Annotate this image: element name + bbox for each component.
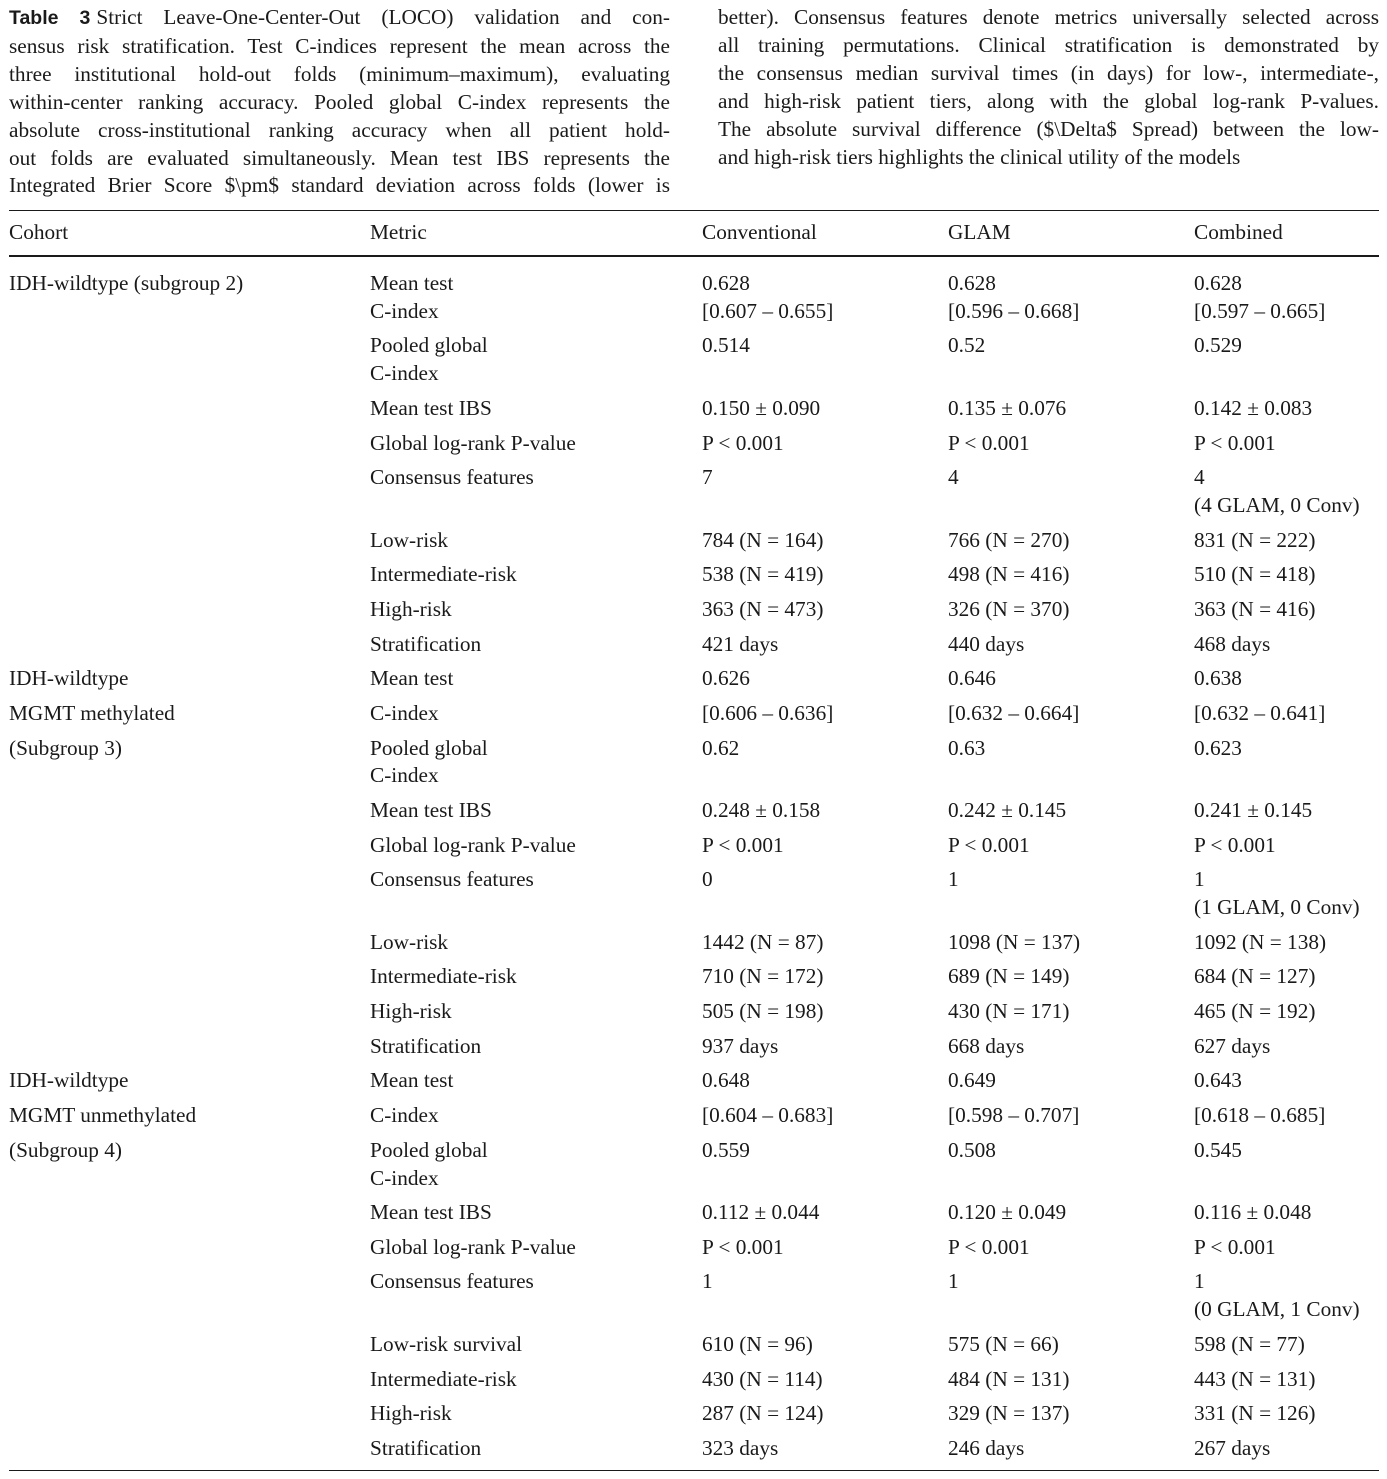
glam-cell: 766 (N = 270) — [948, 528, 1070, 552]
header-glam: GLAM — [948, 220, 1011, 244]
metric-cell: C-index — [370, 1103, 439, 1127]
combined-cell: 0.638 — [1194, 666, 1242, 690]
cohort-cell: MGMT unmethylated — [9, 1103, 197, 1127]
combined-cell: 1092 (N = 138) — [1194, 930, 1327, 954]
cohort-cell: (Subgroup 3) — [9, 736, 122, 760]
conventional-cell: P < 0.001 — [702, 1235, 784, 1259]
combined-cell: 684 (N = 127) — [1194, 964, 1316, 988]
combined-cell: 468 days — [1194, 632, 1271, 656]
conventional-cell: 0.150 ± 0.090 — [702, 396, 821, 420]
conventional-cell: 784 (N = 164) — [702, 528, 824, 552]
glam-cell: P < 0.001 — [948, 1235, 1030, 1259]
conventional-cell: P < 0.001 — [702, 833, 784, 857]
glam-cell: 668 days — [948, 1034, 1025, 1058]
glam-cell: 4 — [948, 465, 959, 489]
glam-cell: [0.598 – 0.707] — [948, 1103, 1080, 1127]
combined-cell: 0.545 — [1194, 1138, 1242, 1162]
glam-cell: 0.120 ± 0.049 — [948, 1200, 1067, 1224]
combined-cell: 0.116 ± 0.048 — [1194, 1200, 1312, 1224]
glam-cell: 430 (N = 171) — [948, 999, 1070, 1023]
glam-cell: 0.649 — [948, 1068, 996, 1092]
conventional-cell: 287 (N = 124) — [702, 1401, 824, 1425]
combined-cell: 510 (N = 418) — [1194, 562, 1316, 586]
combined-cell: 443 (N = 131) — [1194, 1367, 1316, 1391]
metric-cell: Stratification — [370, 1034, 482, 1058]
glam-cell: 246 days — [948, 1436, 1025, 1460]
metric-cell: Consensus features — [370, 1269, 534, 1293]
glam-cell: 0.646 — [948, 666, 996, 690]
metric-cell: Intermediate-risk — [370, 964, 517, 988]
combined-cell: 831 (N = 222) — [1194, 528, 1316, 552]
glam-cell: 0.135 ± 0.076 — [948, 396, 1067, 420]
combined-cell: [0.597 – 0.665] — [1194, 299, 1326, 323]
table-top-rule — [9, 210, 1379, 211]
metric-cell: Intermediate-risk — [370, 1367, 517, 1391]
conventional-cell: 421 days — [702, 632, 779, 656]
metric-cell: Global log-rank P-value — [370, 1235, 576, 1259]
combined-cell: P < 0.001 — [1194, 431, 1276, 455]
combined-cell: 627 days — [1194, 1034, 1271, 1058]
conventional-cell: 430 (N = 114) — [702, 1367, 823, 1391]
combined-cell: 4 — [1194, 465, 1205, 489]
glam-cell: 0.242 ± 0.145 — [948, 798, 1067, 822]
glam-cell: [0.632 – 0.664] — [948, 701, 1080, 725]
cohort-cell: (Subgroup 4) — [9, 1138, 122, 1162]
cohort-cell: IDH-wildtype (subgroup 2) — [9, 271, 244, 295]
conventional-cell: 710 (N = 172) — [702, 964, 824, 988]
combined-cell: 1 — [1194, 1269, 1205, 1293]
combined-cell: 0.142 ± 0.083 — [1194, 396, 1313, 420]
conventional-cell: 538 (N = 419) — [702, 562, 824, 586]
glam-cell: [0.596 – 0.668] — [948, 299, 1080, 323]
combined-cell: 331 (N = 126) — [1194, 1401, 1316, 1425]
caption-line — [9, 4, 670, 33]
glam-cell: P < 0.001 — [948, 833, 1030, 857]
metric-cell: Low-risk survival — [370, 1332, 523, 1356]
glam-cell: 329 (N = 137) — [948, 1401, 1070, 1425]
conventional-cell: 610 (N = 96) — [702, 1332, 813, 1356]
header-metric: Metric — [370, 220, 427, 244]
caption-line: all training permutations. Clinical stratification is demonstrated by — [718, 32, 1379, 57]
header-conventional: Conventional — [702, 220, 817, 244]
conventional-cell: 0.648 — [702, 1068, 750, 1092]
caption-left-column — [9, 4, 670, 200]
table-bottom-rule — [9, 1470, 1379, 1471]
conventional-cell: 0.559 — [702, 1138, 750, 1162]
metric-cell: Global log-rank P-value — [370, 431, 576, 455]
caption-text: Strict Leave-One-Center-Out (LOCO) validation and con- — [96, 5, 670, 29]
conventional-cell: 1442 (N = 87) — [702, 930, 824, 954]
header-cohort: Cohort — [9, 220, 69, 244]
metric-cell: Low-risk — [370, 528, 449, 552]
caption-line: The absolute survival difference ($\Delta$ Spread) between the low- — [718, 116, 1379, 141]
conventional-cell: 363 (N = 473) — [702, 597, 824, 621]
cohort-cell: IDH-wildtype — [9, 666, 129, 690]
glam-cell: 689 (N = 149) — [948, 964, 1070, 988]
metric-cell: High-risk — [370, 1401, 452, 1425]
glam-cell: 575 (N = 66) — [948, 1332, 1059, 1356]
metric-cell: C-index — [370, 299, 439, 323]
caption-line: sensus risk stratification. Test C-indices represent the mean across the — [9, 33, 670, 58]
metric-cell: Intermediate-risk — [370, 562, 517, 586]
combined-cell: 1 — [1194, 867, 1205, 891]
glam-cell: 326 (N = 370) — [948, 597, 1070, 621]
table-label: Table 3 — [9, 7, 91, 29]
metric-cell: High-risk — [370, 999, 452, 1023]
caption-line: the consensus median survival times (in days) for low-, intermediate-, — [718, 60, 1379, 85]
table-caption — [9, 4, 1379, 200]
metric-cell: Consensus features — [370, 867, 534, 891]
metric-cell: Global log-rank P-value — [370, 833, 576, 857]
glam-cell: P < 0.001 — [948, 431, 1030, 455]
caption-line: and high-risk patient tiers, along with the global log-rank P-values. — [718, 88, 1379, 113]
caption-line: better). Consensus features denote metrics universally selected across — [718, 5, 1379, 29]
conventional-cell: 0.112 ± 0.044 — [702, 1200, 820, 1224]
combined-cell: 598 (N = 77) — [1194, 1332, 1305, 1356]
combined-cell: [0.632 – 0.641] — [1194, 701, 1326, 725]
metric-cell: C-index — [370, 1166, 439, 1190]
combined-cell: P < 0.001 — [1194, 833, 1276, 857]
metric-cell: C-index — [370, 763, 439, 787]
glam-cell: 0.52 — [948, 333, 986, 357]
metric-cell: Mean test IBS — [370, 798, 492, 822]
metric-cell: Mean test — [370, 666, 454, 690]
combined-cell: (0 GLAM, 1 Conv) — [1194, 1297, 1360, 1321]
glam-cell: 0.628 — [948, 271, 996, 295]
combined-cell: [0.618 – 0.685] — [1194, 1103, 1326, 1127]
metric-cell: Stratification — [370, 632, 482, 656]
metric-cell: Pooled global — [370, 736, 488, 760]
glam-cell: 498 (N = 416) — [948, 562, 1070, 586]
conventional-cell: [0.606 – 0.636] — [702, 701, 834, 725]
combined-cell: 267 days — [1194, 1436, 1271, 1460]
combined-cell: 0.529 — [1194, 333, 1242, 357]
conventional-cell: 1 — [702, 1269, 713, 1293]
table-header-rule — [9, 255, 1379, 257]
metric-cell: C-index — [370, 701, 439, 725]
caption-right-column — [718, 4, 1379, 200]
conventional-cell: 323 days — [702, 1436, 779, 1460]
metric-cell: Mean test — [370, 1068, 454, 1092]
conventional-cell: 0.62 — [702, 736, 740, 760]
cohort-cell: MGMT methylated — [9, 701, 175, 725]
conventional-cell: 0.626 — [702, 666, 750, 690]
glam-cell: 1 — [948, 867, 959, 891]
glam-cell: 484 (N = 131) — [948, 1367, 1070, 1391]
conventional-cell: 0.514 — [702, 333, 750, 357]
combined-cell: 465 (N = 192) — [1194, 999, 1316, 1023]
conventional-cell: [0.607 – 0.655] — [702, 299, 834, 323]
glam-cell: 0.508 — [948, 1138, 996, 1162]
conventional-cell: 0.248 ± 0.158 — [702, 798, 821, 822]
glam-cell: 1 — [948, 1269, 959, 1293]
metric-cell: Consensus features — [370, 465, 534, 489]
conventional-cell: 0.628 — [702, 271, 750, 295]
conventional-cell: 505 (N = 198) — [702, 999, 824, 1023]
combined-cell: 363 (N = 416) — [1194, 597, 1316, 621]
caption-line: three institutional hold-out folds (minimum–maximum), evaluating — [9, 61, 670, 86]
combined-cell: P < 0.001 — [1194, 1235, 1276, 1259]
metric-cell: Low-risk — [370, 930, 449, 954]
metric-cell: Mean test IBS — [370, 1200, 492, 1224]
combined-cell: 0.643 — [1194, 1068, 1242, 1092]
metric-cell: Mean test — [370, 271, 454, 295]
combined-cell: 0.628 — [1194, 271, 1242, 295]
metric-cell: Stratification — [370, 1436, 482, 1460]
caption-line: within-center ranking accuracy. Pooled global C-index represents the — [9, 89, 670, 114]
metric-cell: C-index — [370, 361, 439, 385]
combined-cell: (1 GLAM, 0 Conv) — [1194, 895, 1360, 919]
combined-cell: 0.241 ± 0.145 — [1194, 798, 1313, 822]
cohort-cell: IDH-wildtype — [9, 1068, 129, 1092]
caption-line: Integrated Brier Score $\pm$ standard deviation across folds (lower is — [9, 173, 670, 198]
combined-cell: 0.623 — [1194, 736, 1242, 760]
caption-line: and high-risk tiers highlights the clinical utility of the models — [718, 144, 1241, 169]
caption-line: out folds are evaluated simultaneously. Mean test IBS represents the — [9, 145, 670, 170]
conventional-cell: 0 — [702, 867, 713, 891]
conventional-cell: 7 — [702, 465, 713, 489]
conventional-cell: [0.604 – 0.683] — [702, 1103, 834, 1127]
combined-cell: (4 GLAM, 0 Conv) — [1194, 493, 1360, 517]
metric-cell: Mean test IBS — [370, 396, 492, 420]
glam-cell: 440 days — [948, 632, 1025, 656]
caption-line: absolute cross-institutional ranking accuracy when all patient hold- — [9, 117, 670, 142]
glam-cell: 0.63 — [948, 736, 986, 760]
conventional-cell: 937 days — [702, 1034, 779, 1058]
header-combined: Combined — [1194, 220, 1283, 244]
conventional-cell: P < 0.001 — [702, 431, 784, 455]
metric-cell: Pooled global — [370, 1138, 488, 1162]
metric-cell: Pooled global — [370, 333, 488, 357]
glam-cell: 1098 (N = 137) — [948, 930, 1081, 954]
metric-cell: High-risk — [370, 597, 452, 621]
